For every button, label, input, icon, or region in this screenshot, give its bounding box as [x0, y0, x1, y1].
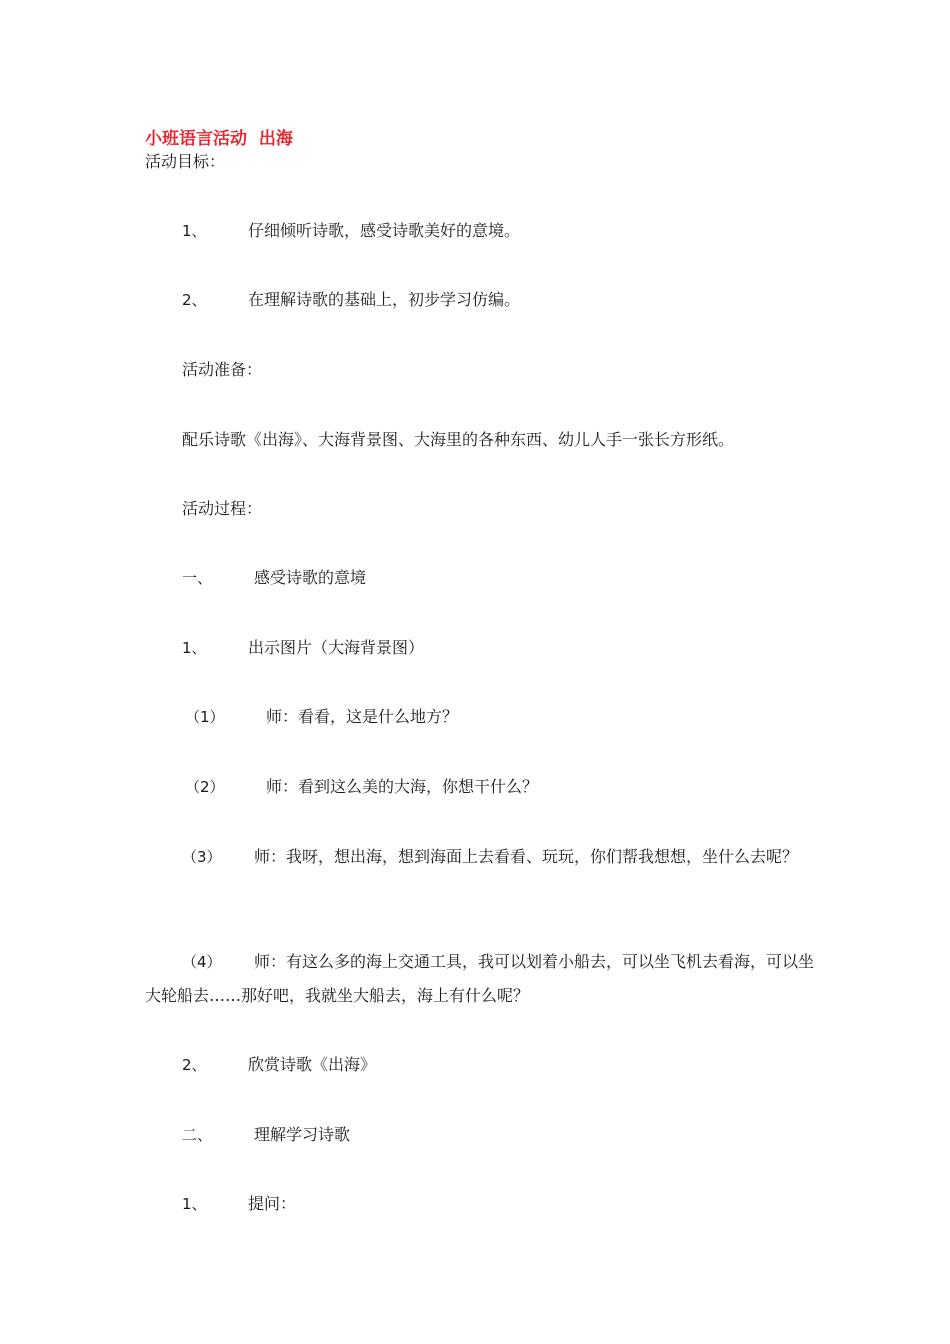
process-label: 活动过程： — [182, 499, 263, 518]
item-text: 出示图片（大海背景图） — [248, 638, 425, 657]
item-text: 仔细倾听诗歌，感受诗歌美好的意境。 — [248, 221, 521, 240]
goals-label: 活动目标： — [145, 152, 226, 171]
item-text: 师：看到这么美的大海，你想干什么？ — [266, 777, 539, 796]
item-number: 1、 — [182, 222, 207, 240]
item-number: 1、 — [182, 1195, 207, 1213]
item-number: 2、 — [182, 291, 207, 309]
section-text: 理解学习诗歌 — [254, 1125, 351, 1144]
list-item — [145, 945, 825, 1013]
item-text: 欣赏诗歌《出海》 — [248, 1055, 377, 1074]
prep-text: 配乐诗歌《出海》、大海背景图、大海里的各种东西、幼儿人手一张长方形纸。 — [182, 430, 735, 449]
item-number: （4） — [182, 953, 222, 971]
item-text: 师：有这么多的海上交通工具，我可以划着小船去，可以坐飞机去看海，可以坐大轮船去……那好吧，我就坐大船去，海上有什么呢？ — [145, 952, 815, 1005]
list-item — [145, 840, 825, 874]
item-number: （1） — [185, 708, 225, 726]
item-number: （3） — [182, 848, 222, 866]
item-text: 师：我呀，想出海，想到海面上去看看、玩玩，你们帮我想想，坐什么去呢？ — [254, 847, 799, 866]
item-text: 师：看看，这是什么地方？ — [266, 707, 459, 726]
item-number: 2、 — [182, 1056, 207, 1074]
section-number: 二、 — [182, 1126, 213, 1144]
section-text: 感受诗歌的意境 — [254, 568, 367, 587]
prep-label: 活动准备： — [182, 360, 263, 379]
item-number: （2） — [185, 778, 225, 796]
item-text: 提问： — [248, 1194, 297, 1213]
page-title: 小班语言活动 出海 — [145, 129, 293, 149]
item-text: 在理解诗歌的基础上，初步学习仿编。 — [248, 290, 521, 309]
section-number: 一、 — [182, 569, 213, 587]
item-number: 1、 — [182, 639, 207, 657]
